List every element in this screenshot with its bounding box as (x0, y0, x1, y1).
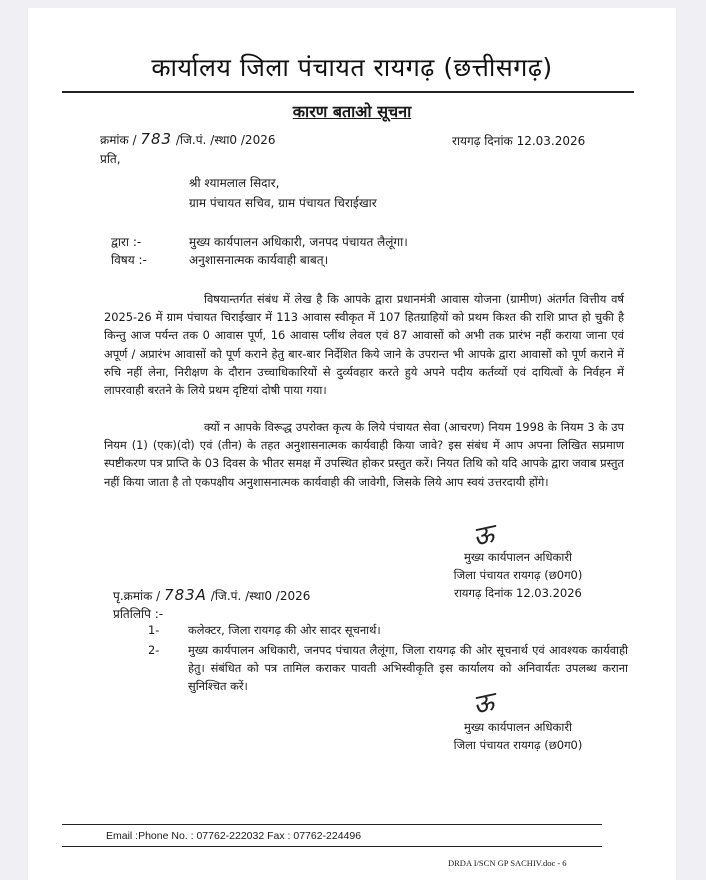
document-reference: DRDA I/SCN GP SACHIV.doc - 6 (448, 858, 567, 868)
subject-value: अनुशासनात्मक कार्यवाही बाबत्। (189, 253, 329, 267)
copy-list-item (148, 621, 638, 641)
signature-block-2 (408, 718, 628, 754)
signatory-designation: मुख्य कार्यपालन अधिकारी (463, 550, 573, 564)
reference-handwritten-number: 783 (140, 130, 173, 148)
recipient-designation: ग्राम पंचायत सचिव, ग्राम पंचायत चिराईखार (189, 196, 377, 210)
copy-reference-suffix: /जि.पं. /स्था0 /2026 (210, 589, 311, 603)
reference-suffix: /जि.पं. /स्था0 /2026 (175, 133, 276, 147)
copy-list-item (148, 641, 638, 701)
signature-mark-1: ऊ (470, 519, 497, 553)
copy-list-text: कलेक्टर, जिला रायगढ़ की ओर सादर सूचनार्थ। (188, 623, 381, 637)
signature-block-1 (408, 548, 628, 602)
signatory-date: रायगढ़ दिनांक 12.03.2026 (454, 586, 582, 600)
footer-divider-bottom (62, 846, 602, 847)
signatory-office: जिला पंचायत रायगढ़ (छ0ग0) (453, 738, 583, 752)
via-value: मुख्य कार्यपालन अधिकारी, जनपद पंचायत लैलूंगा। (189, 235, 408, 249)
signatory-office: जिला पंचायत रायगढ़ (छ0ग0) (453, 568, 583, 582)
copy-list-text: मुख्य कार्यपालन अधिकारी, जनपद पंचायत लैलूंगा, जिला रायगढ़ की ओर सूचनार्थ एवं आवश्यक कार्यवाही हेतु। संबंधित को पत्र तामिल कराकर पावती अभिस्वीकृति इस कार्यालय को अनिवार्यतः उपलब्ध कराना सुनिश्चित करें। (188, 643, 628, 694)
letter-page (28, 8, 676, 880)
copy-reference-handwritten-number: 783A (164, 586, 207, 604)
footer-contact: Email :Phone No. : 07762-222032 Fax : 07762-224496 (106, 830, 362, 842)
copy-list-number: 1- (148, 623, 160, 637)
office-title: कार्यालय जिला पंचायत रायगढ़ (छत्तीसगढ़) (151, 53, 553, 82)
signatory-designation: मुख्य कार्यपालन अधिकारी (463, 720, 573, 734)
recipient-prefix: प्रति, (100, 152, 121, 166)
footer-divider-top (62, 824, 602, 825)
notice-title: कारण बताओ सूचना (292, 102, 412, 121)
copy-reference-label: पृ.क्रमांक / (113, 589, 161, 603)
header-divider (62, 91, 634, 93)
reference-label: क्रमांक / (100, 133, 137, 147)
body-paragraph-2: क्यों न आपके विरूद्ध उपरोक्त कृत्य के लिये पंचायत सेवा (आचरण) नियम 1998 के नियम 3 के उप नियम (1) (एक)(दो) एवं (तीन) के तहत अनुशासनात्मक कार्यवाही किया जावे? इस संबंध में आप अपना लिखित सप्रमाण स्पष्टीकरण पत्र प्राप्ति के 03 दिवस के भीतर समक्ष में उपस्थित होकर प्रस्तुत करें। नियत तिथि को यदि आपके द्वारा जवाब प्रस्तुत नहीं किया जाता है तो एकपक्षीय अनुशासनात्मक कार्यवाही की जावेगी, जिसके लिये आप स्वयं उत्तरदायी होंगे। (104, 420, 624, 489)
copy-list-number: 2- (148, 643, 160, 657)
via-label: द्वारा :- (111, 235, 142, 249)
subject-label: विषय :- (111, 253, 147, 267)
signature-mark-2: ऊ (470, 687, 497, 721)
recipient-name: श्री श्यामलाल सिदार, (189, 176, 280, 190)
reference-number (100, 130, 275, 148)
copy-reference (113, 586, 310, 604)
copy-label: प्रतिलिपि :- (113, 607, 164, 621)
reference-date: रायगढ़ दिनांक 12.03.2026 (452, 134, 586, 148)
body-paragraph-1: विषयान्तर्गत संबंध में लेख है कि आपके द्वारा प्रधानमंत्री आवास योजना (ग्रामीण) अंतर्गत वित्तीय वर्ष 2025-26 में ग्राम पंचायत चिराईखार में 113 आवास स्वीकृत में 107 हितग्राहियों को प्रथम किश्त की राशि प्राप्त हो चुकी है किन्तु आज पर्यन्त तक 0 आवास पूर्ण, 16 आवास प्लींथ लेवल एवं 87 आवासों को अभी तक प्रारंभ नहीं कराया जाना एवं अपूर्ण / अप्रारंभ आवासों को पूर्ण कराने हेतु बार-बार निर्देशित किये जाने के उपरान्त भी आपके द्वारा आवासों को पूर्ण कराने में रुचि नहीं लेना, निरीक्षण के दौरान उच्चाधिकारियों से दुर्व्यवहार करते हुये अपने पदीय कर्तव्यों एवं दायित्वों के निर्वहन में लापरवाही बरतने के लिये प्रथम दृष्टियां दोषी पाया गया। (104, 292, 624, 398)
